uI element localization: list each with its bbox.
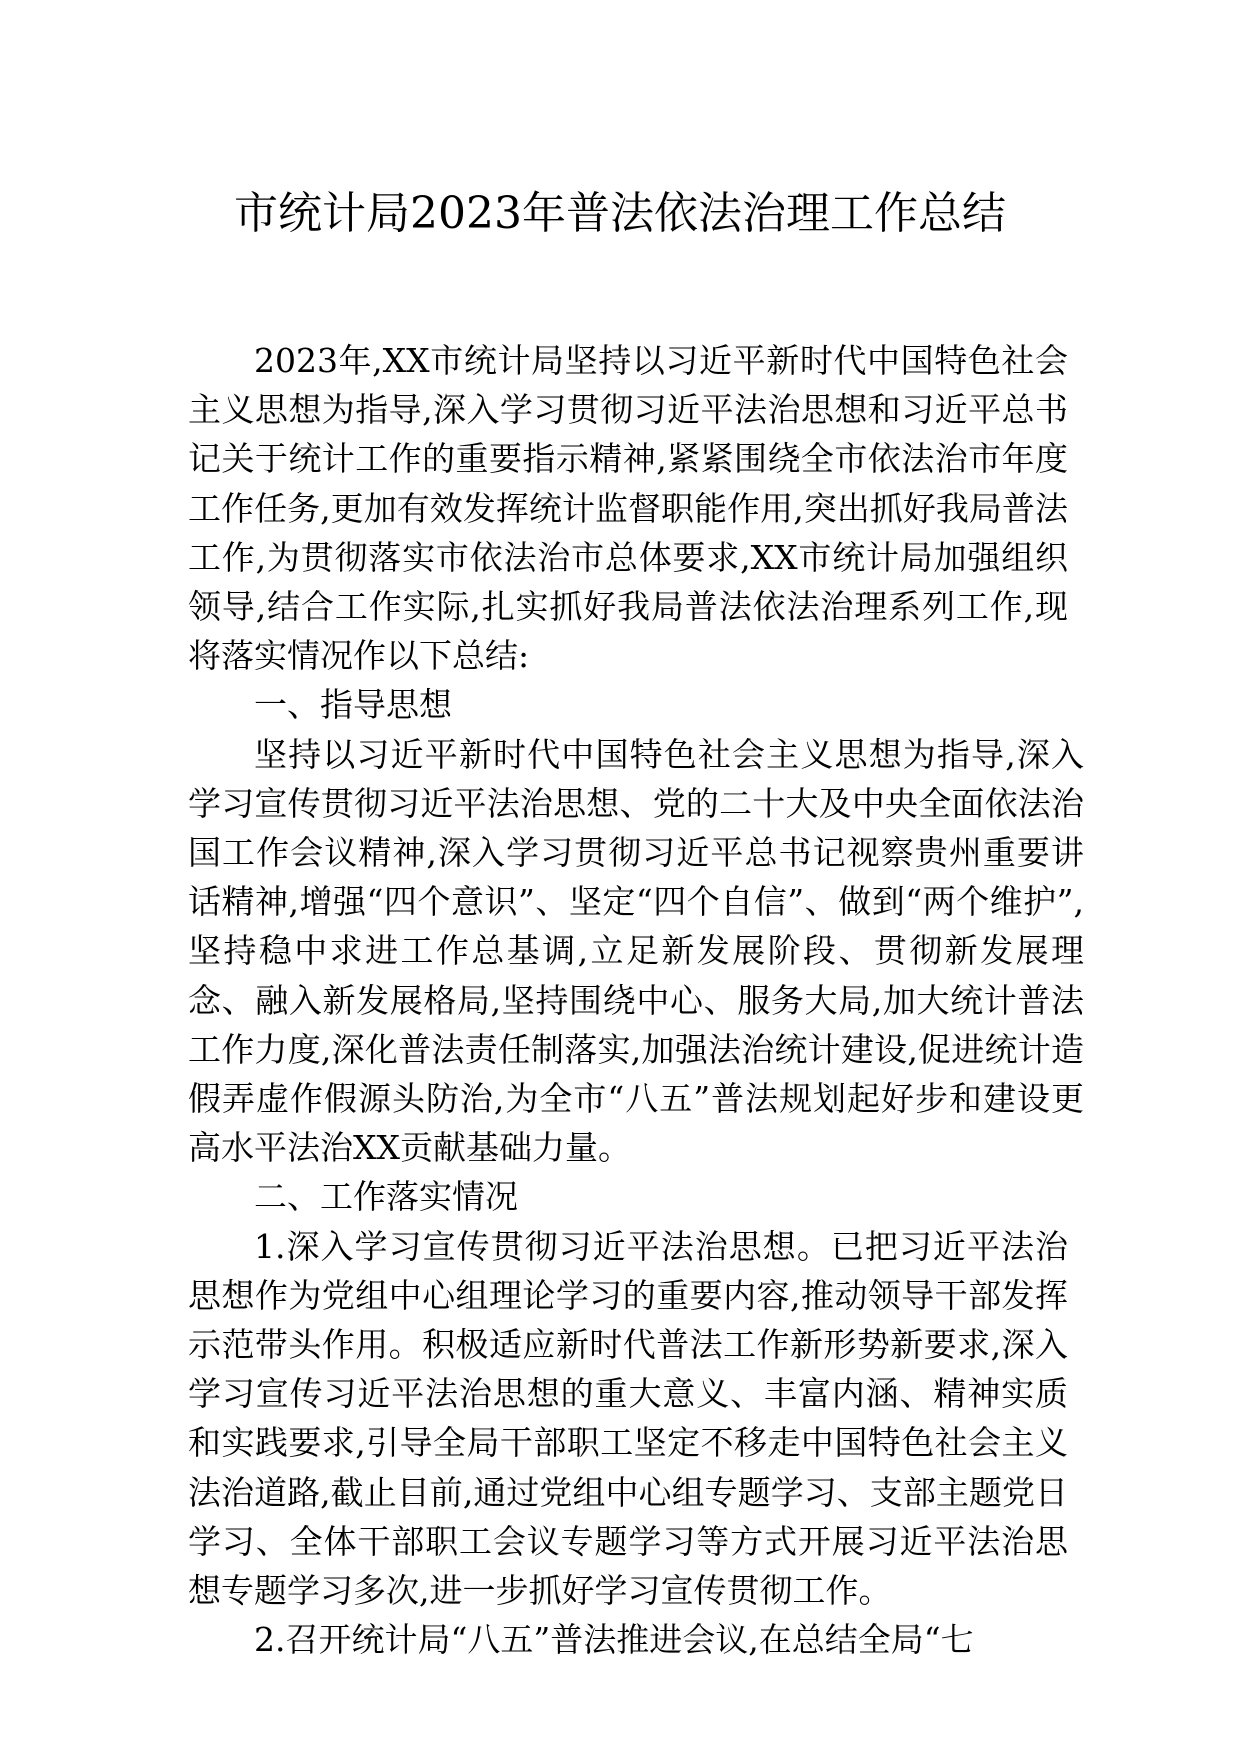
- section-heading-work-implementation: 二、工作落实情况: [254, 1177, 518, 1217]
- section-heading-guiding-thought: 一、指导思想: [254, 685, 452, 725]
- work-item-2-paragraph: 2.召开统计局“八五”普法推进会议,在总结全局“七: [254, 1620, 974, 1660]
- intro-paragraph: 2023年,XX市统计局坚持以习近平新时代中国特色社会主义思想为指导,深入学习贯彻习近平法治思想和习近平总书记关于统计工作的重要指示精神,紧紧围绕全市依法治市年度工作任务,更加有效发挥统计监督职能作用,突出抓好我局普法工作,为贯彻落实市依法治市总体要求,XX市统计局加强组织领导,结合工作实际,扎实抓好我局普法依法治理系列工作,现将落实情况作以下总结:: [188, 341, 1068, 676]
- document-body: [188, 336, 1084, 1664]
- document-title: 市统计局2023年普法依法治理工作总结: [234, 188, 1006, 239]
- work-item-1-paragraph: 1.深入学习宣传贯彻习近平法治思想。已把习近平法治思想作为党组中心组理论学习的重要内容,推动领导干部发挥示范带头作用。积极适应新时代普法工作新形势新要求,深入学习宣传习近平法治思想的重大意义、丰富内涵、精神实质和实践要求,引导全局干部职工坚定不移走中国特色社会主义法治道路,截止目前,通过党组中心组专题学习、支部主题党日学习、全体干部职工会议专题学习等方式开展习近平法治思想专题学习多次,进一步抓好学习宣传贯彻工作。: [188, 1226, 1068, 1611]
- guiding-thought-paragraph: 坚持以习近平新时代中国特色社会主义思想为指导,深入学习宣传贯彻习近平法治思想、党的二十大及中央全面依法治国工作会议精神,深入学习贯彻习近平总书记视察贵州重要讲话精神,增强“四个意识”、坚定“四个自信”、做到“两个维护”,坚持稳中求进工作总基调,立足新发展阶段、贯彻新发展理念、融入新发展格局,坚持围绕中心、服务大局,加大统计普法工作力度,深化普法责任制落实,加强法治统计建设,促进统计造假弄虚作假源头防治,为全市“八五”普法规划起好步和建设更高水平法治XX贡献基础力量。: [188, 734, 1084, 1168]
